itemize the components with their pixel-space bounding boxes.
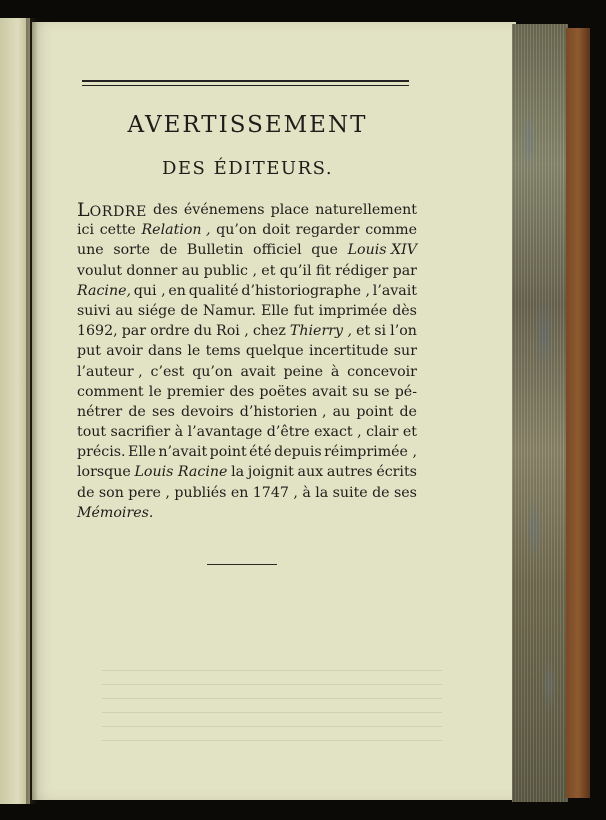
word: naturellement xyxy=(315,202,417,218)
word: peine xyxy=(283,363,323,380)
word: siége xyxy=(137,302,176,319)
word: et xyxy=(402,424,417,441)
word: avait xyxy=(311,383,348,400)
closing-rule xyxy=(207,564,277,565)
text-line xyxy=(77,200,417,220)
text-line xyxy=(77,301,417,321)
word: de xyxy=(399,403,417,420)
word: des xyxy=(153,202,178,218)
word: avait xyxy=(240,363,276,380)
word: le xyxy=(148,383,162,400)
word: 1747 , xyxy=(252,484,298,501)
word: ici xyxy=(77,222,95,239)
word: regarder xyxy=(295,222,360,239)
italic-word: Racine, xyxy=(77,282,131,299)
text-line xyxy=(77,462,417,482)
text-line xyxy=(77,422,417,442)
word: officiel xyxy=(253,242,302,259)
word: en xyxy=(230,484,249,501)
word: de xyxy=(128,403,146,420)
word xyxy=(77,200,147,220)
word: Bulletin xyxy=(186,242,244,259)
word: quelque xyxy=(245,343,304,360)
word: au xyxy=(181,262,200,279)
word: concevoir xyxy=(347,363,417,380)
text-line xyxy=(77,321,417,341)
word: que xyxy=(311,242,338,259)
word: suite xyxy=(332,484,368,501)
word: en xyxy=(168,282,186,299)
word: qui , xyxy=(133,282,166,299)
word: par xyxy=(392,262,417,279)
word: avoir xyxy=(106,343,143,360)
small-caps-word: ORDRE xyxy=(89,204,147,220)
word: au xyxy=(115,302,134,319)
word: sacrifier xyxy=(110,424,171,441)
word: aux xyxy=(297,464,324,481)
word: n’avait xyxy=(158,444,208,461)
body-paragraph xyxy=(77,200,417,523)
text-line xyxy=(77,240,417,260)
word: sur xyxy=(393,343,417,360)
word: donner xyxy=(126,262,178,279)
word: l’avait xyxy=(372,282,417,299)
word: autres xyxy=(326,464,373,481)
word: l’avantage xyxy=(187,424,263,441)
word: qualité xyxy=(188,282,239,299)
word: et xyxy=(261,262,276,279)
word: de xyxy=(77,484,95,501)
text-line xyxy=(77,261,417,281)
word: précis. xyxy=(77,444,126,461)
word: sorte xyxy=(113,242,151,259)
word: clair xyxy=(366,424,399,441)
word: Elle xyxy=(128,444,156,461)
word: Namur. xyxy=(202,302,257,319)
word: put xyxy=(77,343,101,360)
word: de xyxy=(180,302,198,319)
word: à xyxy=(330,363,340,380)
italic-word: Louis Racine xyxy=(134,464,228,481)
word: d’être xyxy=(266,424,310,441)
word: su xyxy=(352,383,369,400)
text-line xyxy=(77,341,417,361)
leather-cover xyxy=(566,28,590,798)
word: depuis xyxy=(274,444,322,461)
word: cette xyxy=(99,222,136,239)
word: comme xyxy=(365,222,417,239)
word: réimprimée , xyxy=(324,444,417,461)
italic-word: Relation , xyxy=(141,222,211,239)
word: voulut xyxy=(77,262,123,279)
italic-word: Mémoires. xyxy=(77,504,154,521)
word: du xyxy=(193,323,212,340)
word: événemens xyxy=(183,202,265,218)
word: rédiger xyxy=(335,262,389,279)
gutter-shadow xyxy=(26,18,38,804)
word: nétrer xyxy=(77,403,123,420)
word: premier xyxy=(166,383,225,400)
word: Roi , xyxy=(216,323,249,340)
text-line xyxy=(77,503,417,523)
word: imprimée xyxy=(318,302,388,319)
text-line xyxy=(77,220,417,240)
word: de xyxy=(372,484,390,501)
word: l’auteur , xyxy=(77,363,143,380)
word: à xyxy=(174,424,184,441)
top-double-rule xyxy=(82,80,409,86)
word: exact , xyxy=(314,424,362,441)
word: incertitude xyxy=(309,343,389,360)
word: fut xyxy=(293,302,314,319)
word: son xyxy=(98,484,124,501)
word: tout xyxy=(77,424,107,441)
word: pé- xyxy=(394,383,417,400)
word: point xyxy=(209,444,247,461)
word: ses xyxy=(393,484,417,501)
word: se xyxy=(373,383,390,400)
word: poëtes xyxy=(259,383,307,400)
word: par xyxy=(121,323,147,340)
word: et xyxy=(356,323,371,340)
word: des xyxy=(229,383,255,400)
word: suivi xyxy=(77,302,111,319)
word: l’on xyxy=(390,323,417,340)
drop-cap: L xyxy=(77,199,90,221)
word: place xyxy=(270,202,310,218)
text-line xyxy=(77,402,417,422)
word: une xyxy=(77,242,104,259)
word: comment xyxy=(77,383,144,400)
word: 1692, xyxy=(77,323,118,340)
word: lorsque xyxy=(77,464,131,481)
word: de xyxy=(159,242,178,259)
word: écrits xyxy=(376,464,417,481)
text-line xyxy=(77,442,417,462)
page-subtitle: DES ÉDITEURS. xyxy=(161,158,334,179)
italic-word: Louis XIV xyxy=(347,242,417,259)
word: ses xyxy=(151,403,175,420)
word: qu’on xyxy=(192,363,233,380)
word: joignit xyxy=(247,464,294,481)
word: qu’on xyxy=(216,222,257,239)
word: public , xyxy=(203,262,257,279)
page-title: AVERTISSEMENT xyxy=(127,112,368,138)
word: dès xyxy=(392,302,417,319)
word: ordre xyxy=(150,323,190,340)
word: d’historien , xyxy=(239,403,327,420)
word: au xyxy=(332,403,351,420)
show-through-text xyxy=(102,662,442,742)
text-line xyxy=(77,362,417,382)
word: si xyxy=(374,323,387,340)
word: pere , xyxy=(128,484,170,501)
marbled-edge-pattern xyxy=(514,24,564,802)
word: chez xyxy=(252,323,286,340)
word: doit xyxy=(262,222,291,239)
word: à xyxy=(302,484,311,501)
word: le xyxy=(187,343,201,360)
italic-word: Thierry , xyxy=(289,323,353,340)
word: la xyxy=(231,464,245,481)
word: la xyxy=(315,484,329,501)
text-line xyxy=(77,281,417,301)
text-line xyxy=(77,382,417,402)
word: d’historiographe , xyxy=(241,282,370,299)
word: dans xyxy=(148,343,182,360)
word: qu’il xyxy=(279,262,312,279)
word: fit xyxy=(315,262,331,279)
word: été xyxy=(249,444,272,461)
word: point xyxy=(356,403,394,420)
word: tems xyxy=(205,343,241,360)
word: publiés xyxy=(174,484,227,501)
word: Elle xyxy=(260,302,289,319)
word: c’est xyxy=(150,363,185,380)
text-line xyxy=(77,483,417,503)
word: devoirs xyxy=(181,403,234,420)
